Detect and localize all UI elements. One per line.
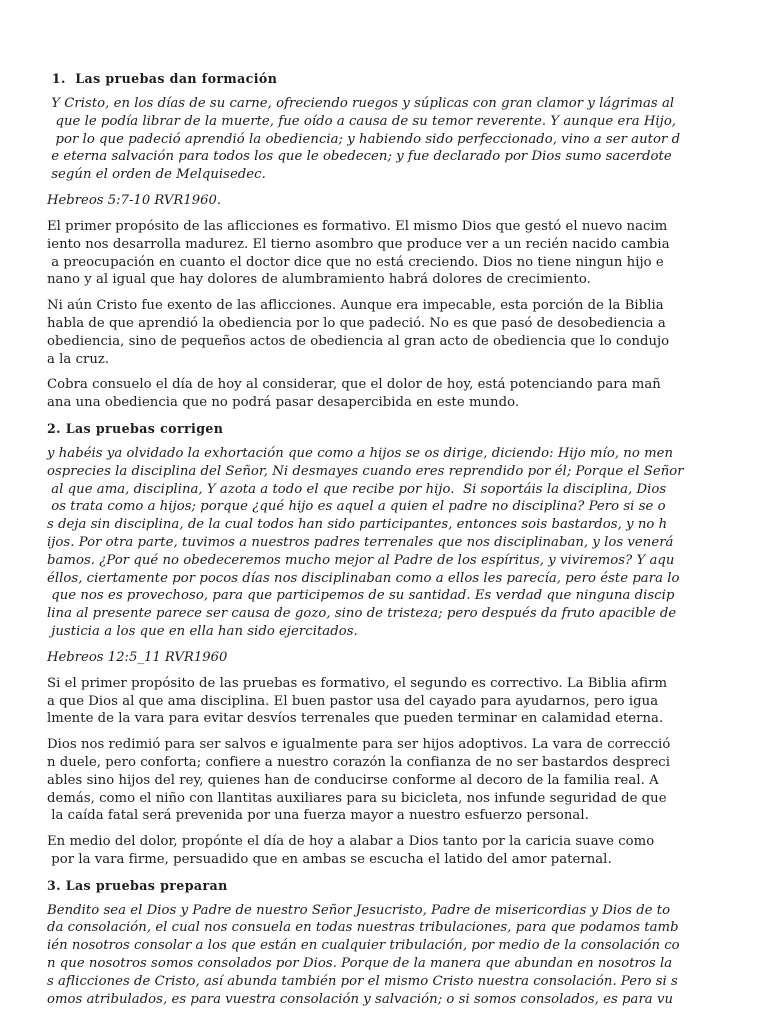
quote-line: s deja sin disciplina, de la cual todos han sido participantes, entonces sois bastardos, y no h [47,517,668,533]
paragraph-line: En medio del dolor, propónte el día de hoy a alabar a Dios tanto por la caricia suave como [47,834,655,850]
quote-line: os trata como a hijos; porque ¿qué hijo es aquel a quien el padre no disciplina? Pero si se o [47,499,666,515]
paragraph-line: iento nos desarrolla madurez. El tierno asombro que produce ver a un recién nacido cambia [47,236,670,252]
section-1-paragraph-1 [47,218,724,289]
section-3-heading: 3. Las pruebas preparan [47,877,228,893]
section-2-paragraph-2 [47,736,724,825]
paragraph-line: Dios nos redimió para ser salvos e igualmente para ser hijos adoptivos. La vara de correcció [47,737,671,753]
quote-line: y habéis ya olvidado la exhortación que como a hijos se os dirige, diciendo: Hijo mío, no men [47,445,674,461]
paragraph-line: ables sino hijos del rey, quienes han de conducirse conforme al decoro de la familia real. A [47,772,659,788]
section-3-quote [47,902,724,1009]
section-2-paragraph-3 [47,833,724,869]
paragraph-line: por la vara firme, persuadido que en ambas se escucha el latido del amor paternal. [47,851,612,867]
section-1-paragraph-2 [47,297,724,368]
section-1-reference: Hebreos 5:7-10 RVR1960. [47,192,222,208]
quote-line: s aflicciones de Cristo, así abunda también por el mismo Cristo nuestra consolación. Pero si s [47,973,678,989]
paragraph-line: a que Dios al que ama disciplina. El buen pastor usa del cayado para ayudarnos, pero igua [47,693,659,709]
quote-line: Bendito sea el Dios y Padre de nuestro Señor Jesucristo, Padre de misericordias y Dios de to [47,902,671,918]
paragraph-line: El primer propósito de las aflicciones es formativo. El mismo Dios que gestó el nuevo nacim [47,218,668,234]
section-1-heading: 1. Las pruebas dan formación [47,71,278,86]
paragraph-line: demás, como el niño con llantitas auxiliares para su bicicleta, nos infunde seguridad de que [47,790,667,806]
quote-line: que le podía librar de la muerte, fue oído a causa de su temor reverente. Y aunque era Hijo, [47,113,677,129]
paragraph-line: la caída fatal será prevenida por una fuerza mayor a nuestro esfuerzo personal. [47,808,589,824]
quote-line: según el orden de Melquisedec. [47,167,266,183]
quote-line: ién nosotros consolar a los que están en cualquier tribulación, por medio de la consolación co [47,938,680,954]
section-1-paragraph-3 [47,376,724,412]
quote-line: bamos. ¿Por qué no obedeceremos mucho mejor al Padre de los espíritus, y viviremos? Y aqu [47,552,675,568]
section-2-paragraph-1 [47,675,724,728]
paragraph-line: Si el primer propósito de las pruebas es formativo, el segundo es correctivo. La Biblia afirm [47,675,668,691]
paragraph-line: lmente de la vara para evitar desvíos terrenales que pueden terminar en calamidad eterna. [47,711,664,727]
paragraph-line: ana una obediencia que no podrá pasar desapercibida en este mundo. [47,395,520,411]
quote-line: da consolación, el cual nos consuela en todas nuestras tribulaciones, para que podamos tamb [47,920,679,936]
paragraph-line: nano y al igual que hay dolores de alumbramiento habrá dolores de crecimiento. [47,272,591,288]
quote-line: por lo que padeció aprendió la obediencia; y habiendo sido perfeccionado, vino a ser autor d [47,131,681,147]
section-1-quote [47,95,724,184]
quote-line: ijos. Por otra parte, tuvimos a nuestros padres terrenales que nos disciplinaban, y los venerá [47,534,674,550]
paragraph-line: Ni aún Cristo fue exento de las aflicciones. Aunque era impecable, esta porción de la Biblia [47,298,664,314]
quote-line: éllos, ciertamente por pocos días nos disciplinaban como a ellos les parecía, pero éste para lo [47,570,680,586]
quote-line: al que ama, disciplina, Y azota a todo el que recibe por hijo. Si soportáis la disciplina, Dios [47,481,667,497]
quote-line: Y Cristo, en los días de su carne, ofreciendo ruegos y súplicas con gran clamor y lágrimas al [47,96,675,111]
paragraph-line: a la cruz. [47,351,110,367]
quote-line: n que nosotros somos consolados por Dios. Porque de la manera que abundan en nosotros la [47,956,673,972]
quote-line: que nos es provechoso, para que participemos de su santidad. Es verdad que ninguna discip [47,588,675,604]
section-2-reference: Hebreos 12:5_11 RVR1960 [47,649,228,665]
paragraph-line: Cobra consuelo el día de hoy al considerar, que el dolor de hoy, está potenciando para mañ [47,377,661,393]
quote-line: osprecies la disciplina del Señor, Ni desmayes cuando eres reprendido por él; Porque el Señor [47,463,684,479]
paragraph-line: habla de que aprendió la obediencia por lo que padeció. No es que pasó de desobediencia a [47,315,666,331]
quote-line: e eterna salvación para todos los que le obedecen; y fue declarado por Dios sumo sacerdote [47,149,672,165]
quote-line: justicia a los que en ella han sido ejercitados. [47,623,358,639]
quote-line: omos atribulados, es para vuestra consolación y salvación; o si somos consolados, es para vu [47,991,674,1007]
paragraph-line: n duele, pero conforta; confiere a nuestro corazón la confianza de no ser bastardos despreci [47,754,671,770]
section-2-quote [47,445,724,641]
paragraph-line: obediencia, sino de pequeños actos de obediencia al gran acto de obediencia que lo condujo [47,333,670,349]
quote-line: lina al presente parece ser causa de gozo, sino de tristeza; pero después da fruto apacible de [47,606,677,622]
section-2-heading: 2. Las pruebas corrigen [47,420,224,436]
paragraph-line: a preocupación en cuanto el doctor dice que no está creciendo. Dios no tiene ningun hijo e [47,254,664,270]
